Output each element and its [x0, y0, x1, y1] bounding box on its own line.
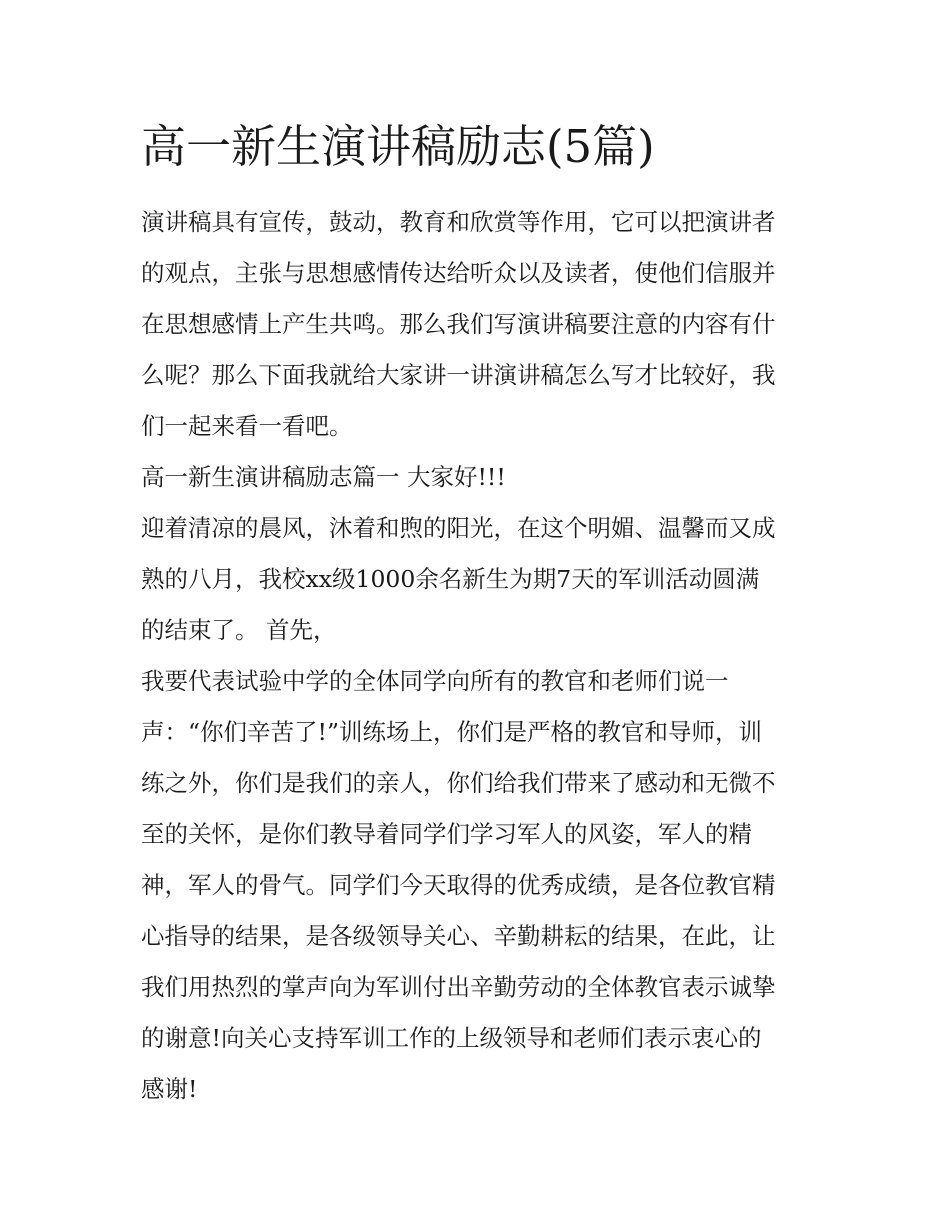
text-line-18: 感谢!: [141, 1075, 198, 1103]
text-line-3: 在思想感情上产生共鸣。那么我们写演讲稿要注意的内容有什: [141, 310, 776, 338]
text-line-12: 练之外，你们是我们的亲人，你们给我们带来了感动和无微不: [141, 769, 776, 797]
text-line-8: 熟的八月，我校xx级1000余名新生为期7天的军训活动圆满: [141, 565, 760, 593]
text-line-14: 神，军人的骨气。同学们今天取得的优秀成绩，是各位教官精: [141, 871, 776, 899]
section-heading-1: 高一新生演讲稿励志篇一 大家好!!!: [141, 463, 506, 491]
text-line-9: 的结束了。 首先，: [141, 616, 337, 644]
text-line-17: 的谢意!向关心支持军训工作的上级领导和老师们表示衷心的: [141, 1024, 762, 1052]
text-line-2: 的观点，主张与思想感情传达给听众以及读者，使他们信服并: [141, 259, 776, 287]
text-line-11: 声：“你们辛苦了!”训练场上，你们是严格的教官和导师，训: [141, 718, 762, 746]
text-line-13: 至的关怀，是你们教导着同学们学习军人的风姿，军人的精: [141, 820, 752, 848]
text-line-10: 我要代表试验中学的全体同学向所有的教官和老师们说一: [141, 667, 729, 695]
text-line-1: 演讲稿具有宣传，鼓动，教育和欣赏等作用，它可以把演讲者: [141, 208, 776, 236]
text-line-7: 迎着清凉的晨风，沐着和煦的阳光，在这个明媚、温馨而又成: [141, 514, 776, 542]
text-line-4: 么呢？那么下面我就给大家讲一讲演讲稿怎么写才比较好，我: [141, 361, 776, 389]
document-title: 高一新生演讲稿励志(5篇): [141, 120, 655, 173]
text-line-15: 心指导的结果，是各级领导关心、辛勤耕耘的结果，在此，让: [141, 922, 776, 950]
text-line-16: 我们用热烈的掌声向为军训付出辛勤劳动的全体教官表示诚挚: [141, 973, 776, 1001]
text-line-5: 们一起来看一看吧。: [141, 412, 353, 440]
